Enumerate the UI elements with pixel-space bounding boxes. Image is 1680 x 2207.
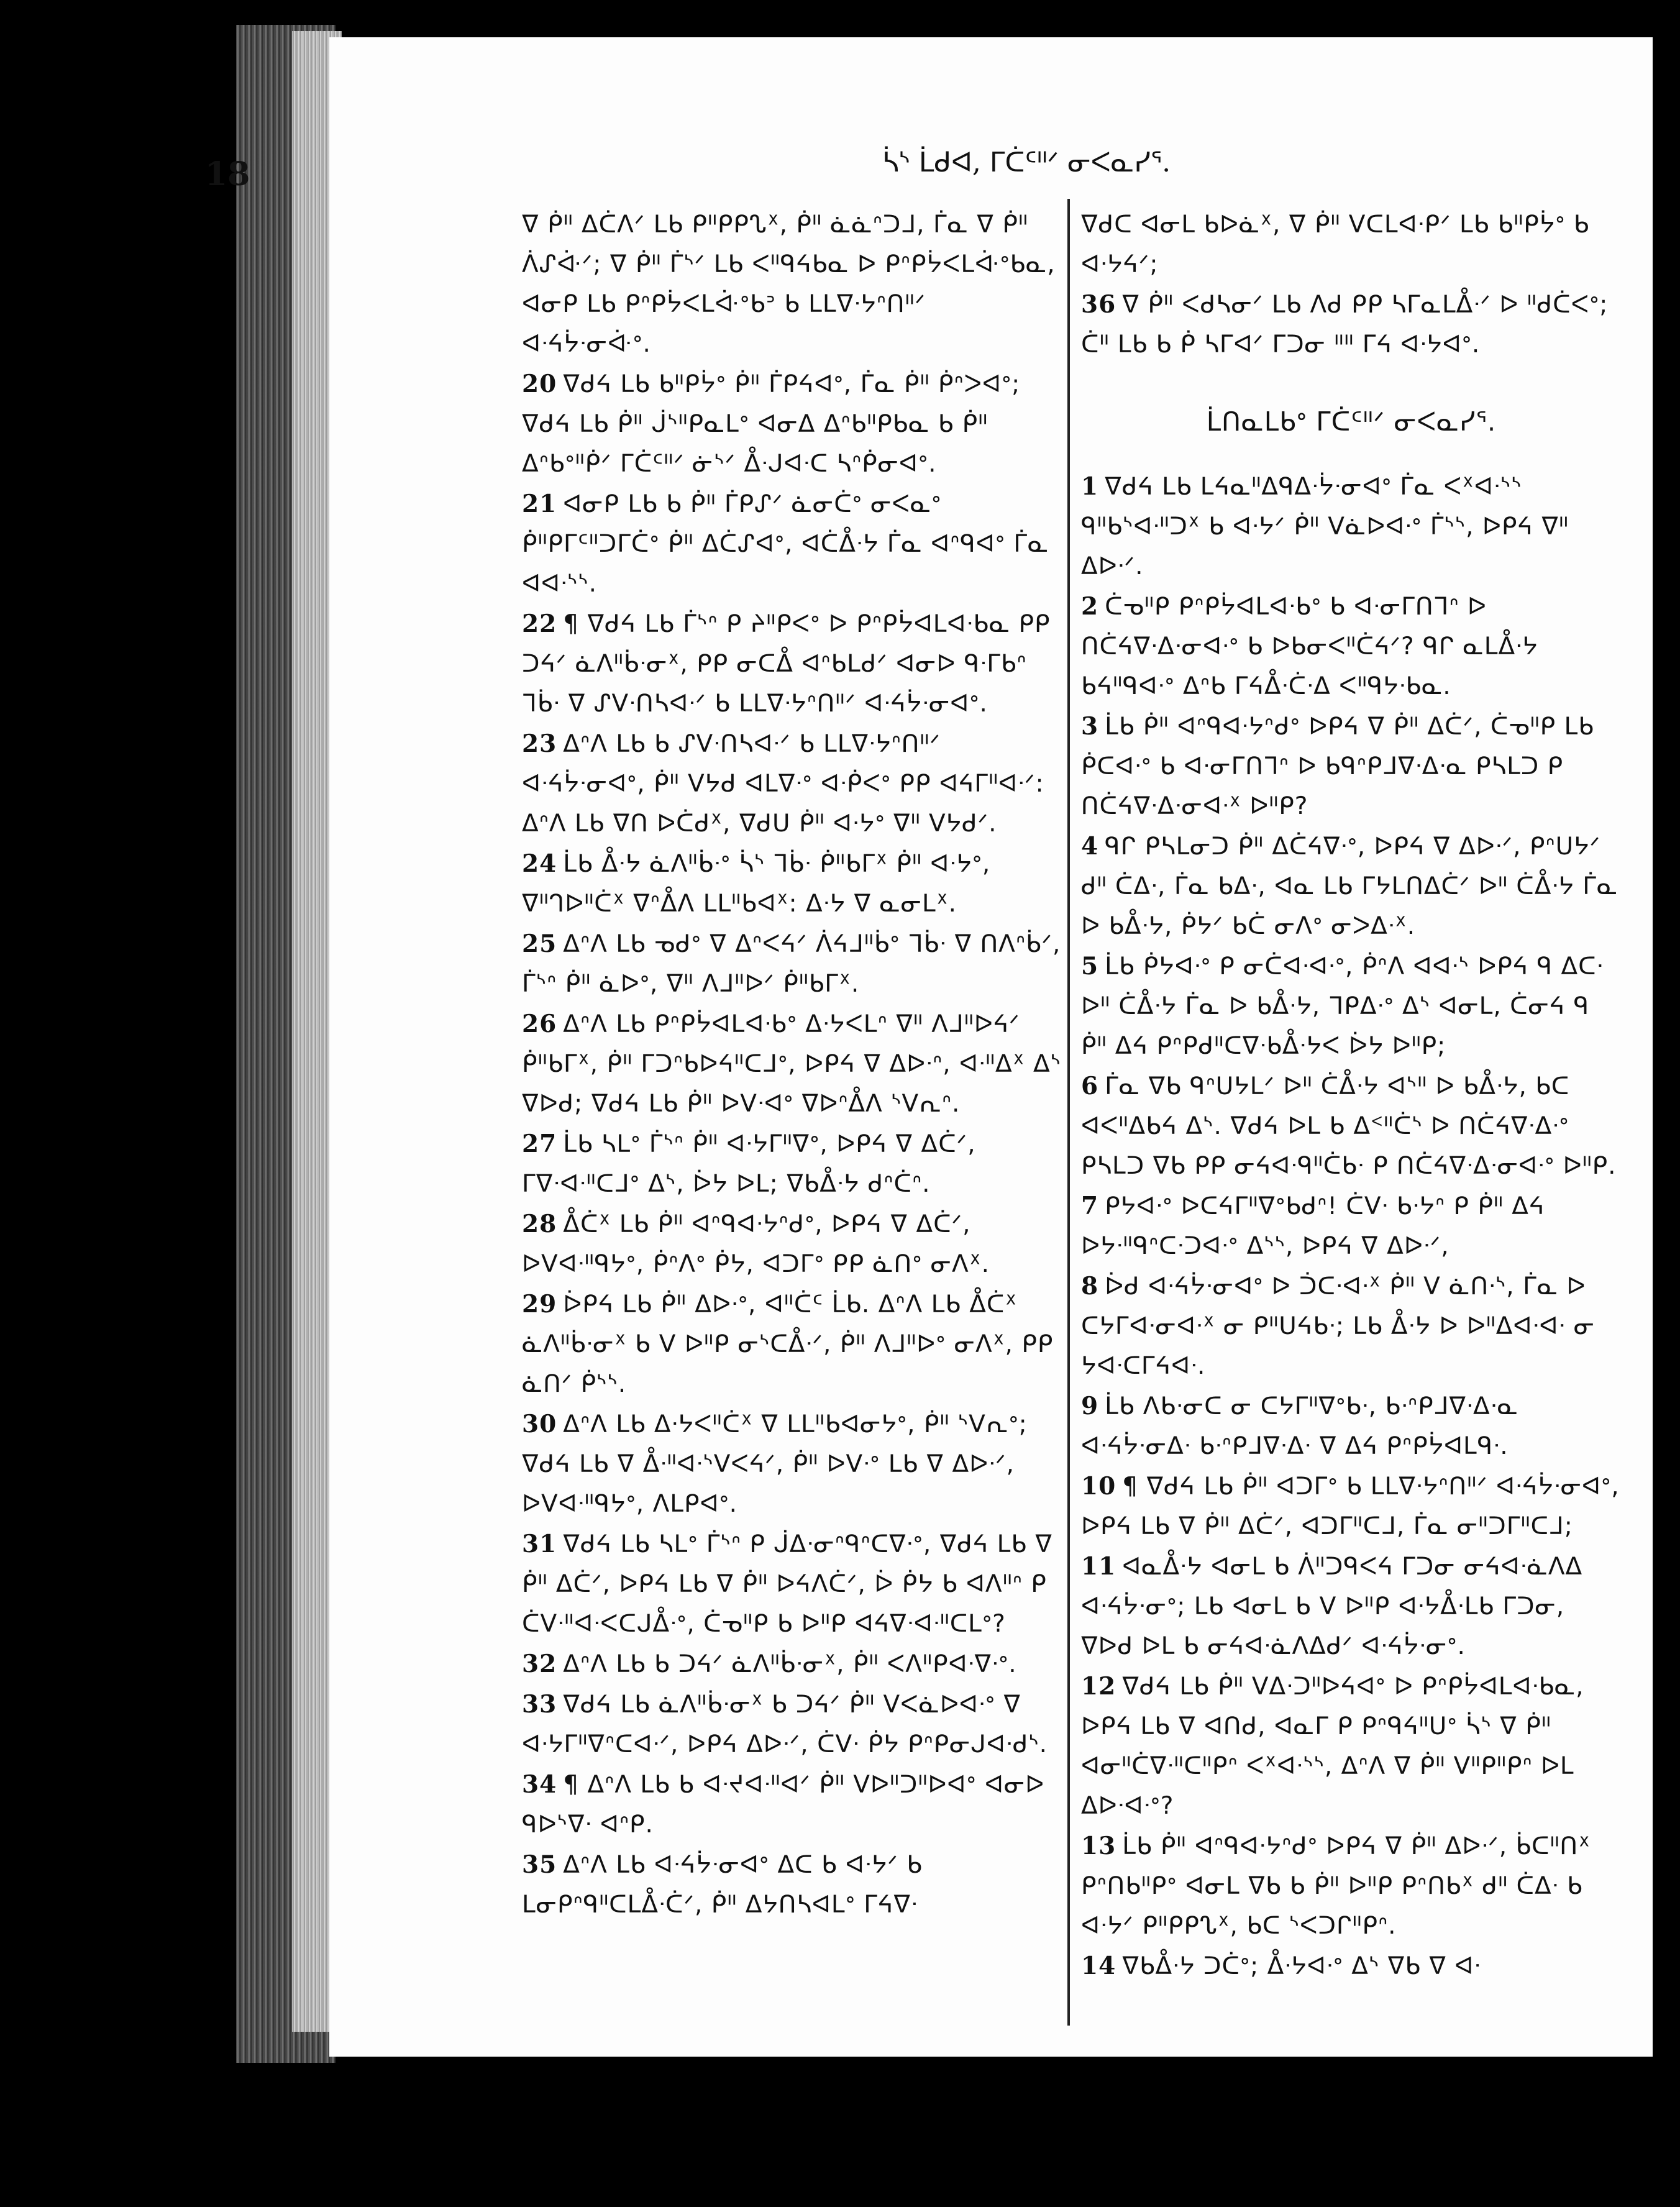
verse-number: 27	[522, 1130, 557, 1158]
verse-number: 11	[1081, 1552, 1116, 1581]
verse	[522, 604, 1062, 724]
verse-number: 2	[1081, 592, 1099, 621]
verse-number: 5	[1081, 952, 1099, 980]
verse-number: 6	[1081, 1072, 1099, 1100]
verse	[1081, 1547, 1622, 1666]
column-divider	[1067, 199, 1070, 2026]
verse	[1081, 1826, 1622, 1946]
verse-number: 30	[522, 1410, 557, 1438]
verse-text: ᒫᑲ ᐂᐧᔭ ᓈᐱᐦᑳᐧᐤ ᓵᔅ ᒣᑳᐧ ᑮᐦᑲᒥᕽ ᑮᐦ ᐊᐧᔭᐤ, ᐁᐦᒉᐅᐦᑖᕽ ᐁᐢᐂᐱ ᒪᒪᐦᑲᐊᕽ: ᐃᐧᔭ ᐁ ᓇᓂᒪᕽ.	[522, 850, 991, 918]
scan-border-bottom	[0, 2063, 1680, 2207]
verse-number: 12	[1081, 1672, 1116, 1701]
verse	[1081, 826, 1622, 946]
verse-number: 26	[522, 1010, 557, 1038]
verse-text: ᒫᑲ ᑮᔭᐊᐧᐤ ᑭ ᓂᑖᐊᐧᐊᐧᐤ, ᑮᐢᐱ ᐊᐊᐧᔅ ᐅᑭᔦ ᑫ ᐃᑕᐧ ᐅᐦ ᑖᐂᐧᔭ ᒦᓇ ᐅ ᑲᐂᐧᔭ, ᒣᑭᐃᐧᐤ ᐃᔅ ᐊᓂᒪ, ᑖᓂᔦ ᑫ ᑮᐦ ᐃᔦ ᑭᐢᑭᑯᐦᑕᐁᐧᑲᐂᐧᔭᐸ ᐆᔭ ᐅᐦᑭ;	[1081, 953, 1604, 1060]
verse	[1081, 1466, 1622, 1547]
verse-text: ᐁᑯᔦ ᒪᑲ ᑲᐦᑭᔮᐤ ᑮᐦ ᒦᑭᔦᐊᐤ, ᒦᓇ ᑮᐦ ᑮᐢᐳᐊᐤ; ᐁᑯᔦ ᒪᑲ ᑮᐦ ᒎᔅᐦᑭᓇᒪᐤ ᐊᓂᐃ ᐃᐢᑲᐦᑭᑲᓇ ᑲ ᑮᐦ ᐃᐢᑲᐤᐦᑮᐟ ᒥᑖᑦᐦᐟ ᓃᔅᐟ ᐂᐧᒍᐊᐧᑕ ᓴᐢᑮᓂᐊᐤ.	[522, 370, 1021, 478]
verse	[522, 1524, 1062, 1644]
verse-text: ᐁᑯᔦ ᒪᑲ ᒪᔦᓇᐦᐃᑫᐃᐧᔮᐧᓂᐊᐤ ᒦᓇ ᐸᕽᐊᐧᔅᔅ ᑫᐦᑲᔅᐊᐧᐦᑐᕽ ᑲ ᐊᐧᔭᐟ ᑮᐦ ᐯᓈᐅᐊᐧᐤ ᒦᔅᔅ, ᐅᑭᔦ ᐁᐦ ᐃᐅᐧᐟ.	[1081, 473, 1569, 580]
section-heading: ᒫᑎᓇᒪᑲᐤ ᒥᑖᑦᐦᐟ ᓂᐸᓇᓯᕐ.	[1206, 406, 1497, 437]
verse-number: 29	[522, 1290, 557, 1318]
verse-text: ᐁᑯᔦ ᒪᑲ ᓴᒪᐤ ᒦᔅᐢ ᑭ ᒎᐃᐧᓂᐢᑫᐢᑕᐁᐧᐤ, ᐁᑯᔦ ᒪᑲ ᐁ ᑮᐦ ᐃᑖᐟ, ᐅᑭᔦ ᒪᑲ ᐁ ᑮᐦ ᐅᔦᐱᑖᐟ, ᐆ ᑮᔭ ᑲ ᐊᐱᐦᐢ ᑭ ᑖᐯᐧᐦᐊᐧᐸᑕᒍᐂᐧᐤ, ᑖᓀᐦᑭ ᑲ ᐅᐦᑭ ᐊᔦᐁᐧᐊᐧᐦᑕᒪᐤ?	[522, 1530, 1052, 1638]
verse	[1081, 1186, 1622, 1266]
verse-text: ᐊᓇᐂᐧᔭ ᐊᓂᒪ ᑲ ᐲᐦᑐᑫᐸᔦ ᒥᑐᓂ ᓂᔦᐊᐧᓈᐱᐃ ᐊᐧᔦᔮᐧᓂᐤ; ᒪᑲ ᐊᓂᒪ ᑲ ᐯ ᐅᐦᑭ ᐊᐧᔭᐂᐧᒪᑲ ᒥᑐᓂ, ᐁᐅᑯ ᐅᒪ ᑲ ᓂᔦᐊᐧᓈᐱᐃᑯᐟ ᐊᐧᔦᔮᐧᓂᐤ.	[1081, 1553, 1583, 1660]
verse-text: ᐃᐢᐱ ᒪᑲ ᐊᐧᔦᔮᐧᓂᐊᐤ ᐃᑕ ᑲ ᐊᐧᔭᐟ ᑲ ᒪᓂᑭᐢᑫᐦᑕᒪᐂᐧᑖᐟ, ᑮᐦ ᐃᔭᑎᓴᐊᒪᐤ ᒥᔦᐁᐧ	[522, 1851, 923, 1919]
verse-text: ¶ ᐃᐢᐱ ᒪᑲ ᑲ ᐊᐧᔪᐊᐧᐦᐊᐟ ᑮᐦ ᐯᐅᐦᑐᐦᐅᐊᐤ ᐊᓂᐅ ᑫᐅᔅᐁᐧ ᐊᐢᑭ.	[522, 1771, 1045, 1839]
verse-text: ᐂᑖᕽ ᒪᑲ ᑮᐦ ᐊᐢᑫᐊᐧᔭᐢᑯᐤ, ᐅᑭᔦ ᐁ ᐃᑖᐟ, ᐅᐯᐊᐧᐦᑫᔭᐤ, ᑮᐢᐱᐤ ᑮᔭ, ᐊᑐᒥᐤ ᑭᑭ ᓈᑎᐤ ᓂᐱᕽ.	[522, 1210, 990, 1278]
verse	[522, 1644, 1062, 1684]
verse	[522, 724, 1062, 844]
verse-text: ᒫᑲ ᑮᐦ ᐊᐢᑫᐊᐧᔭᐢᑯᐤ ᐅᑭᔦ ᐁ ᑮᐦ ᐃᐅᐧᐟ, ᑳᑕᐦᑎᕽ ᑭᐢᑎᑲᐦᑭᐤ ᐊᓂᒪ ᐁᑲ ᑲ ᑮᐦ ᐅᐦᑭ ᑭᐢᑎᑲᕽ ᑯᐦ ᑖᐃᐧ ᑲ ᐊᐧᔭᐟ ᑭᐦᑭᑭᔐᕽ, ᑲᑕ ᔅᐸᑐᒋᐦᑭᐢ.	[1081, 1832, 1591, 1940]
verse-text: ᐁᑯᔦ ᒪᑲ ᑮᐦ ᐯᐃᐧᑐᐦᐅᔦᐊᐤ ᐅ ᑭᐢᑭᔮᐊᒪᐊᐧᑲᓇ, ᐅᑭᔦ ᒪᑲ ᐁ ᐊᑎᑯ, ᐊᓇᒥ ᑭ ᑭᐢᑫᔦᐦᑌᐤ ᓵᔅ ᐁ ᑮᐦ ᐊᓂᐦᑖᐁᐧᐦᑕᐦᑭᐢ ᐸᕽᐊᐧᔅᔅ, ᐃᐢᐱ ᐁ ᑮᐦ ᐯᐦᑭᐦᑭᐢ ᐅᒪ ᐃᐅᐧᐊᐧᐤ?	[1081, 1673, 1584, 1820]
verse-text: ᑭᔭᐊᐧᐤ ᐅᑕᔦᒥᐦᐁᐤᑲᑯᐢ! ᑖᐯᐧ ᑲᐧᔭᐢ ᑭ ᑮᐦ ᐃᔦ ᐅᔭᐧᐦᑫᐢᑕᐧᑐᐊᐧᐤ ᐃᔅᔅ, ᐅᑭᔦ ᐁ ᐃᐅᐧᐟ,	[1081, 1192, 1545, 1260]
verse	[1081, 587, 1622, 706]
page-number: 18	[205, 155, 250, 193]
verse	[1081, 1066, 1622, 1186]
verse-number: 34	[522, 1770, 557, 1799]
verse-number: 13	[1081, 1832, 1116, 1860]
verse	[1081, 1386, 1622, 1466]
verse-number: 4	[1081, 832, 1099, 861]
verse-number: 10	[1081, 1472, 1116, 1501]
verse-text: ᑫᒋ ᑭᓴᒪᓂᑐ ᑮᐦ ᐃᑖᔦᐁᐧᐤ, ᐅᑭᔦ ᐁ ᐃᐅᐧᐟ, ᑭᐢᑌᔭᐟ ᑯᐦ ᑖᐃᐧ, ᒦᓇ ᑲᐃᐧ, ᐊᓇ ᒪᑲ ᒥᔭᒪᑎᐃᑖᐟ ᐅᐦ ᑖᐂᐧᔭ ᒦᓇ ᐅ ᑲᐂᐧᔭ, ᑮᔭᐟ ᑲᑖ ᓂᐱᐤ ᓂᐳᐃᐧᕽ.	[1081, 833, 1618, 940]
verse-number: 23	[522, 729, 557, 758]
verse-text: ᐁ ᑮᐦ ᐃᑖᐱᐟ ᒪᑲ ᑭᐦᑭᑭᔐᕽ, ᑮᐦ ᓈᓈᐢᑐᒧ, ᒦᓇ ᐁ ᑮᐦ ᐲᔑᐚᐟ; ᐁ ᑮᐦ ᒦᔅᐟ ᒪᑲ ᐸᐦᑫᔦᑲᓇ ᐅ ᑭᐢᑭᔮᐸᒪᐚᐤᑲᓇ, ᐊᓂᑭ ᒪᑲ ᑭᐢᑭᔮᐸᒪᐚᐤᑲᐣ ᑲ ᒪᒪᐁᐧᔭᐢᑎᐦᐟ ᐊᐧᔦᔮᐧᓂᐚᐤ.	[522, 211, 1056, 358]
verse	[522, 364, 1062, 484]
verse-text: ᒫᑲ ᓴᒪᐤ ᒦᔅᐢ ᑮᐦ ᐊᐧᔭᒥᐦᐁᐤ, ᐅᑭᔦ ᐁ ᐃᑖᐟ, ᒥᐁᐧᐊᐧᐦᑕᒧᐤ ᐃᔅ, ᐆᔭ ᐅᒪ; ᐁᑲᐂᐧᔭ ᑯᐢᑖᐢ.	[522, 1130, 976, 1198]
verse-number: 20	[522, 370, 557, 398]
verse-text: ᒫᑲ ᑮᐦ ᐊᐢᑫᐊᐧᔭᐢᑯᐤ ᐅᑭᔦ ᐁ ᑮᐦ ᐃᑖᐟ, ᑖᓀᐦᑭ ᒪᑲ ᑮᑕᐊᐧᐤ ᑲ ᐊᐧᓂᒥᑎᒣᐢ ᐅ ᑲᑫᐢᑭᒧᐁᐧᐃᐧᓇ ᑭᓴᒪᑐ ᑭ ᑎᑖᔦᐁᐧᐃᐧᓂᐊᐧᕽ ᐅᐦᑭ?	[1081, 713, 1594, 820]
verse-number: 9	[1081, 1392, 1099, 1420]
verse-number: 32	[522, 1650, 557, 1678]
verse-number: 25	[522, 930, 557, 958]
verse	[522, 1284, 1062, 1404]
verse-text: ᐆᑯ ᐊᐧᔦᔮᐧᓂᐊᐤ ᐅ ᑑᑕᐧᐊᐧᕽ ᑮᐦ ᐯ ᓈᑎᐧᔅ, ᒦᓇ ᐅ ᑕᔭᒥᐊᐧᓂᐊᐧᕽ ᓂ ᑭᐦᑌᔦᑲᐧ; ᒪᑲ ᐂᐧᔭ ᐅ ᐅᐦᐃᐊᐧᐊᐧ ᓂ ᔭᐊᐧᑕᒥᔦᐊᐧ.	[1081, 1273, 1596, 1380]
verse	[522, 1765, 1062, 1845]
verse	[522, 1404, 1062, 1524]
verse-number: 8	[1081, 1272, 1099, 1300]
verse-number: 36	[1081, 290, 1116, 319]
verse-number: 28	[522, 1210, 557, 1238]
verse	[1081, 285, 1622, 365]
verse	[522, 844, 1062, 924]
verse-text: ᒫᑲ ᐱᑲᐧᓂᑕ ᓂ ᑕᔭᒥᐦᐁᐤᑲᐧ, ᑲᐧᐢᑭᒧᐁᐧᐃᐧᓇ ᐊᐧᔦᔮᐧᓂᐃᐧ ᑲᐧᐢᑭᒧᐁᐧᐃᐧ ᐁ ᐃᔦ ᑭᐢᑭᔮᐊᒪᑫᐧ.	[1081, 1392, 1518, 1460]
verse-number: 24	[522, 849, 557, 878]
verse-number: 35	[522, 1850, 557, 1879]
verse-text: ¶ ᐁᑯᔦ ᒪᑲ ᑮᐦ ᐊᑐᒥᐤ ᑲ ᒪᒪᐁᐧᔭᐢᑎᐦᐟ ᐊᐧᔦᔮᐧᓂᐊᐤ, ᐅᑭᔦ ᒪᑲ ᐁ ᑮᐦ ᐃᑖᐟ, ᐊᑐᒥᐦᑕᒧ, ᒦᓇ ᓂᐦᑐᒥᐦᑕᒧ;	[1081, 1473, 1620, 1540]
running-title: ᓵᔅ ᒫᑯᐊ, ᒥᑖᑦᐦᐟ ᓂᐸᓇᓯᕐ.	[882, 147, 1171, 178]
verse	[1081, 467, 1622, 587]
verse	[1081, 946, 1622, 1066]
verse-text: ᐃᐢᐱ ᒪᑲ ᐃᐧᔭᐸᐦᑖᕽ ᐁ ᒪᒪᐦᑲᐊᓂᔭᐤ, ᑮᐦ ᔅᐯᕆᐤ; ᐁᑯᔦ ᒪᑲ ᐁ ᐂᐧᐦᐊᐧᔅᐯᐸᔦᐟ, ᑮᐦ ᐅᐯᐧᐤ ᒪᑲ ᐁ ᐃᐅᐧᐟ, ᐅᐯᐊᐧᐦᑫᔭᐤ, ᐱᒪᑭᐊᐤ.	[522, 1410, 1028, 1518]
verse-text: ᐆᑭᔦ ᒪᑲ ᑮᐦ ᐃᐅᐧᐤ, ᐊᐦᑖᑦ ᒫᑲ. ᐃᐢᐱ ᒪᑲ ᐂᑖᕽ ᓈᐱᐦᑳᐧᓂᕽ ᑲ ᐯ ᐅᐦᑭ ᓂᔅᑕᐂᐧᐟ, ᑮᐦ ᐱᒧᐦᐅᐤ ᓂᐱᕽ, ᑭᑭ ᓈᑎᐟ ᑮᔅᔅ.	[522, 1291, 1054, 1398]
verse-number: 21	[522, 490, 557, 518]
verse-number: 31	[522, 1530, 557, 1558]
verse	[522, 1845, 1062, 1925]
verse	[522, 1684, 1062, 1765]
left-column	[522, 205, 1062, 1925]
verse-text: ᐁᑯᔦ ᒪᑲ ᓈᐱᐦᑳᐧᓂᕽ ᑲ ᑐᔦᐟ ᑮᐦ ᐯᐸᓈᐅᐊᐧᐤ ᐁ ᐊᐧᔭᒥᐦᐁᐢᑕᐊᐧᐟ, ᐅᑭᔦ ᐃᐅᐧᐟ, ᑖᐯᐧ ᑮᔭ ᑭᐢᑭᓂᒍᐊᐧᑯᔅ.	[522, 1691, 1048, 1758]
verse	[1081, 1946, 1622, 1986]
verse-number: 1	[1081, 472, 1099, 501]
verse-number: 22	[522, 610, 557, 638]
verse-text: ᒦᓇ ᐁᑲ ᑫᐢᑌᔭᒪᐟ ᐅᐦ ᑖᐂᐧᔭ ᐊᔅᐦ ᐅ ᑲᐂᐧᔭ, ᑲᑕ ᐊᐸᐦᐃᑲᔦ ᐃᔅ. ᐁᑯᔦ ᐅᒪ ᑲ ᐃᑉᐦᑖᔅ ᐅ ᑎᑖᔦᐁᐧᐃᐧᐤ ᑭᓴᒪᑐ ᐁᑲ ᑭᑭ ᓂᔦᐊᐧᑫᐦᑖᑲᐧ ᑭ ᑎᑖᔦᐁᐧᐃᐧᓂᐊᐧᐤ ᐅᐦᑭ.	[1081, 1072, 1617, 1180]
verse-number: 3	[1081, 712, 1099, 741]
verse	[522, 1124, 1062, 1204]
right-column	[1081, 205, 1622, 1986]
verse-text: ¶ ᐁᑯᔦ ᒪᑲ ᒦᔅᐢ ᑭ ᔨᐦᑭᐸᐤ ᐅ ᑭᐢᑭᔮᐊᒪᐊᐧᑲᓇ ᑭᑭ ᑐᔦᐟ ᓈᐱᐦᑳᐧᓂᕽ, ᑭᑭ ᓂᑕᐂ ᐊᐢᑲᒪᑯᐟ ᐊᓂᐅ ᑫᐧᒥᑲᐢ ᒣᑳᐧ ᐁ ᔑᐯᐧᑎᓴᐊᐧᐟ ᑲ ᒪᒪᐁᐧᔭᐢᑎᐦᐟ ᐊᐧᔦᔮᐧᓂᐊᐤ.	[522, 610, 1051, 718]
verse-text: ᐁ ᑮᐦ ᐸᑯᓴᓂᐟ ᒪᑲ ᐱᑯ ᑭᑭ ᓴᒥᓇᒪᐂᐧᐟ ᐅ ᐦᑯᑖᐸᐤ; ᑖᐦ ᒪᑲ ᑲ ᑮ ᓴᒥᐊᐟ ᒥᑐᓂ ᐦᐦ ᒥᔦ ᐊᐧᔭᐊᐤ.	[1081, 291, 1609, 359]
verse-text: ᐁᑯᑕ ᐊᓂᒪ ᑲᐅᓈᕽ, ᐁ ᑮᐦ ᐯᑕᒪᐊᐧᑭᐟ ᒪᑲ ᑲᐦᑭᔮᐤ ᑲ ᐊᐧᔭᔦᐟ;	[1081, 211, 1590, 278]
verse-number: 7	[1081, 1192, 1099, 1220]
verse-number: 14	[1081, 1952, 1116, 1980]
verse	[522, 484, 1062, 604]
verse-text: ᐃᐢᐱ ᒪᑲ ᑲ ᑐᔦᐟ ᓈᐱᐦᑳᐧᓂᕽ, ᑮᐦ ᐸᐱᐦᑭᐊᐧᐁᐧᐤ.	[563, 1650, 1017, 1678]
verse	[522, 1204, 1062, 1284]
verse-text: ᐊᓂᑭ ᒪᑲ ᑲ ᑮᐦ ᒦᑭᔑᐟ ᓈᓂᑖᐤ ᓂᐸᓇᐤ ᑮᐦᑭᒥᑦᐦᑐᒥᑖᐤ ᑮᐦ ᐃᑖᔑᐊᐤ, ᐊᑖᐂᐧᔭ ᒦᓇ ᐊᐢᑫᐊᐤ ᒦᓇ ᐊᐊᐧᔅᔅ.	[522, 490, 1049, 598]
verse	[522, 205, 1062, 364]
verse	[522, 924, 1062, 1004]
verse-text: ᐃᐢᐱ ᒪᑲ ᑭᐢᑭᔮᐊᒪᐊᐧᑲᐤ ᐃᐧᔭᐸᒪᐢ ᐁᐦ ᐱᒧᐦᐅᔦᐟ ᑮᐦᑲᒥᕽ, ᑮᐦ ᒥᑐᐢᑲᐅᔦᐦᑕᒧᐤ, ᐅᑭᔦ ᐁ ᐃᐅᐧᐢ, ᐊᐧᐦᐃᕽ ᐃᔅ ᐁᐅᑯ; ᐁᑯᔦ ᒪᑲ ᑮᐦ ᐅᐯᐧᐊᐤ ᐁᐅᐢᐂᐱ ᔅᐯᕆᐢ.	[522, 1010, 1061, 1118]
verse-text: ᐁᑲᐂᐧᔭ ᑐᑖᐤ; ᐂᐧᔭᐊᐧᐤ ᐃᔅ ᐁᑲ ᐁ ᐊᐧ	[1122, 1952, 1481, 1980]
verse	[1081, 1266, 1622, 1386]
verse-text: ᑖᓀᐦᑭ ᑭᐢᑭᔮᐊᒪᐊᐧᑲᐤ ᑲ ᐊᐧᓂᒥᑎᒣᐢ ᐅ ᑎᑖᔦᐁᐧᐃᐧᓂᐊᐧᐤ ᑲ ᐅᑲᓂᐸᐦᑖᔦᐟ? ᑫᒋ ᓇᒪᐂᐧᔭ ᑲᔦᐦᑫᐊᐧᐤ ᐃᐢᑲ ᒥᔦᐂᐧᑖᐧᐃ ᐸᐦᑫᔭᐧᑲᓇ.	[1081, 593, 1538, 700]
verse-text: ᐃᐢᐱ ᒪᑲ ᑲ ᔑᐯᐧᑎᓴᐊᐧᐟ ᑲ ᒪᒪᐁᐧᔭᐢᑎᐦᐟ ᐊᐧᔦᔮᐧᓂᐊᐤ, ᑮᐦ ᐯᔭᑯ ᐊᒪᐁᐧᐤ ᐊᐧᑮᐸᐤ ᑭᑭ ᐊᔦᒥᐦᐊᐧᐟ: ᐃᐢᐱ ᒪᑲ ᐁᑎ ᐅᑖᑯᕽ, ᐁᑯᑌ ᑮᐦ ᐊᐧᔭᐤ ᐁᐦ ᐯᔭᑯᐟ.	[522, 730, 1044, 838]
verse	[1081, 205, 1622, 285]
scan-border-right	[1653, 0, 1680, 2207]
verse-text: ᐃᐢᐱ ᒪᑲ ᓀᑯᐤ ᐁ ᐃᐢᐸᔦᐟ ᐲᔦᒧᐦᑳᐤ ᒣᑳᐧ ᐁ ᑎᐱᐢᑳᐟ, ᒦᔅᐢ ᑮᐦ ᓈᐅᐤ, ᐁᐦ ᐱᒧᐦᐅᐟ ᑮᐦᑲᒥᕽ.	[522, 930, 1061, 998]
verse	[522, 1004, 1062, 1124]
verse	[1081, 1666, 1622, 1826]
verse	[1081, 706, 1622, 826]
verse-number: 33	[522, 1690, 557, 1719]
